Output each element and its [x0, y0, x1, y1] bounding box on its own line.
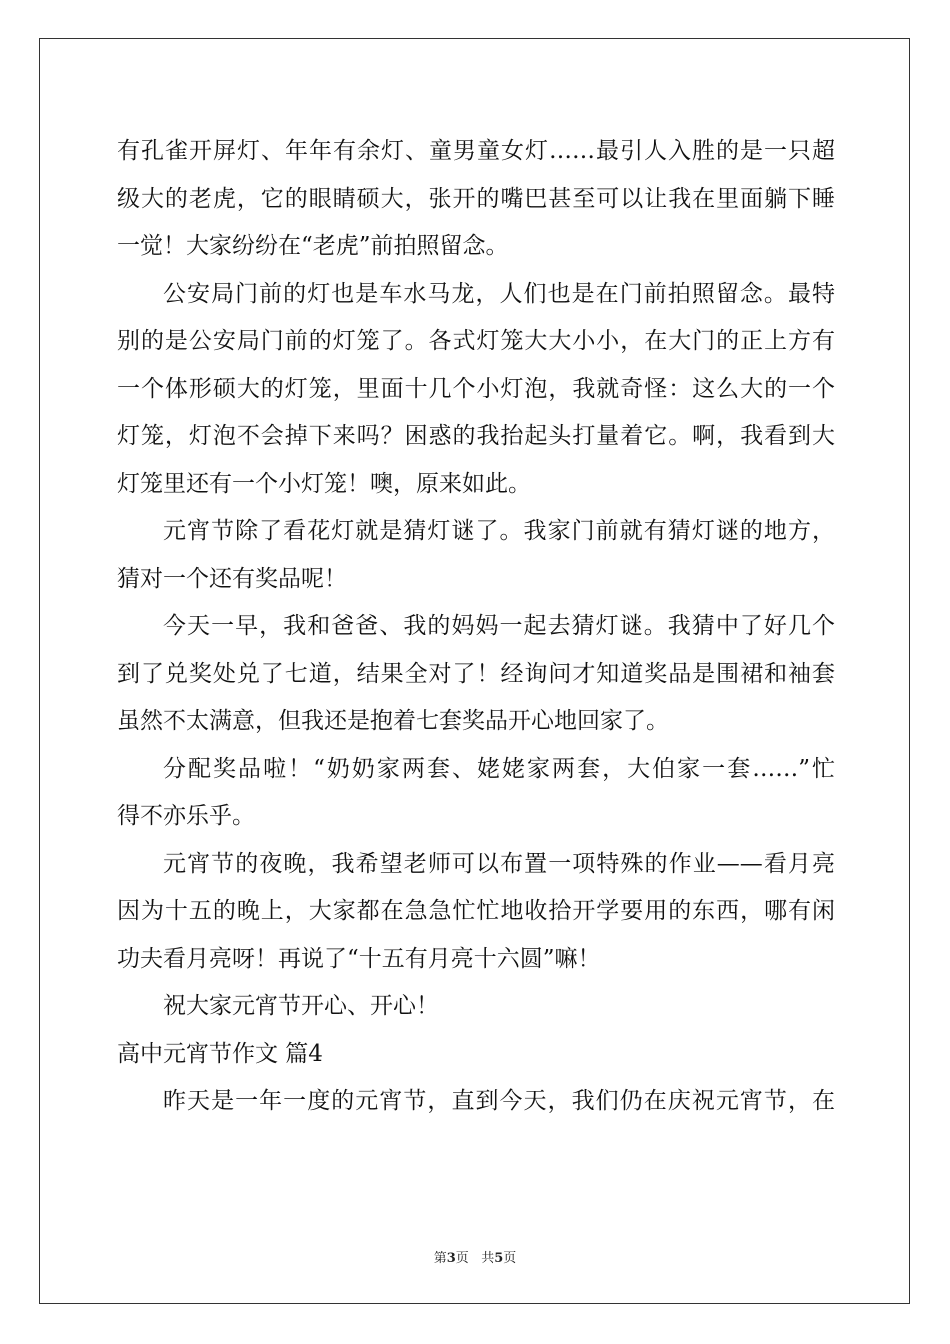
footer-page-suffix: 页 — [455, 1251, 469, 1266]
text-line: 有孔雀开屏灯、年年有余灯、童男童女灯……最引人入胜的是一只超 — [117, 138, 835, 164]
page-footer — [0, 1247, 950, 1266]
text-line: 级大的老虎，它的眼睛硕大，张开的嘴巴甚至可以让我在里面躺下睡 — [117, 185, 835, 212]
text-line: 别的是公安局门前的灯笼了。各式灯笼大大小小，在大门的正上方有 — [117, 328, 835, 354]
footer-total-prefix: 共 — [481, 1251, 495, 1266]
document-body — [117, 128, 835, 1126]
text-line: 一觉！大家纷纷在“老虎”前拍照留念。 — [117, 233, 509, 259]
text-line: 今天一早，我和爸爸、我的妈妈一起去猜灯谜。我猜中了好几个 — [163, 613, 835, 639]
text-line: 一个体形硕大的灯笼，里面十几个小灯泡，我就奇怪：这么大的一个 — [117, 375, 835, 402]
text-line: 因为十五的晚上，大家都在急急忙忙地收拾开学要用的东西，哪有闲 — [117, 898, 835, 924]
footer-prefix: 第 — [433, 1251, 447, 1266]
text-line: 祝大家元宵节开心、开心！ — [163, 993, 439, 1019]
text-line: 得不亦乐乎。 — [117, 803, 255, 829]
text-line: 到了兑奖处兑了七道，结果全对了！经询问才知道奖品是围裙和袖套 — [117, 660, 835, 687]
text-line: 分配奖品啦！“奶奶家两套、姥姥家两套，大伯家一套……”忙 — [163, 755, 835, 782]
text-line: 元宵节的夜晚，我希望老师可以布置一项特殊的作业——看月亮 — [163, 850, 835, 877]
text-line: 元宵节除了看花灯就是猜灯谜了。我家门前就有猜灯谜的地方， — [163, 518, 835, 544]
text-line: 功夫看月亮呀！再说了“十五有月亮十六圆”嘛！ — [117, 945, 601, 972]
text-line: 虽然不太满意，但我还是抱着七套奖品开心地回家了。 — [117, 708, 669, 734]
text-line: 公安局门前的灯也是车水马龙，人们也是在门前拍照留念。最特 — [163, 280, 835, 307]
text-line: 猜对一个还有奖品呢！ — [117, 565, 347, 592]
total-page-count: 5 — [494, 1251, 504, 1266]
text-line: 昨天是一年一度的元宵节，直到今天，我们仍在庆祝元宵节，在 — [163, 1088, 835, 1114]
text-line: 灯笼，灯泡不会掉下来吗？困惑的我抬起头打量着它。啊，我看到大 — [117, 423, 835, 449]
footer-total-suffix: 页 — [503, 1251, 517, 1266]
section-heading: 高中元宵节作文 篇4 — [117, 1040, 323, 1067]
text-line: 灯笼里还有一个小灯笼！噢，原来如此。 — [117, 470, 531, 497]
current-page-number: 3 — [446, 1251, 456, 1266]
